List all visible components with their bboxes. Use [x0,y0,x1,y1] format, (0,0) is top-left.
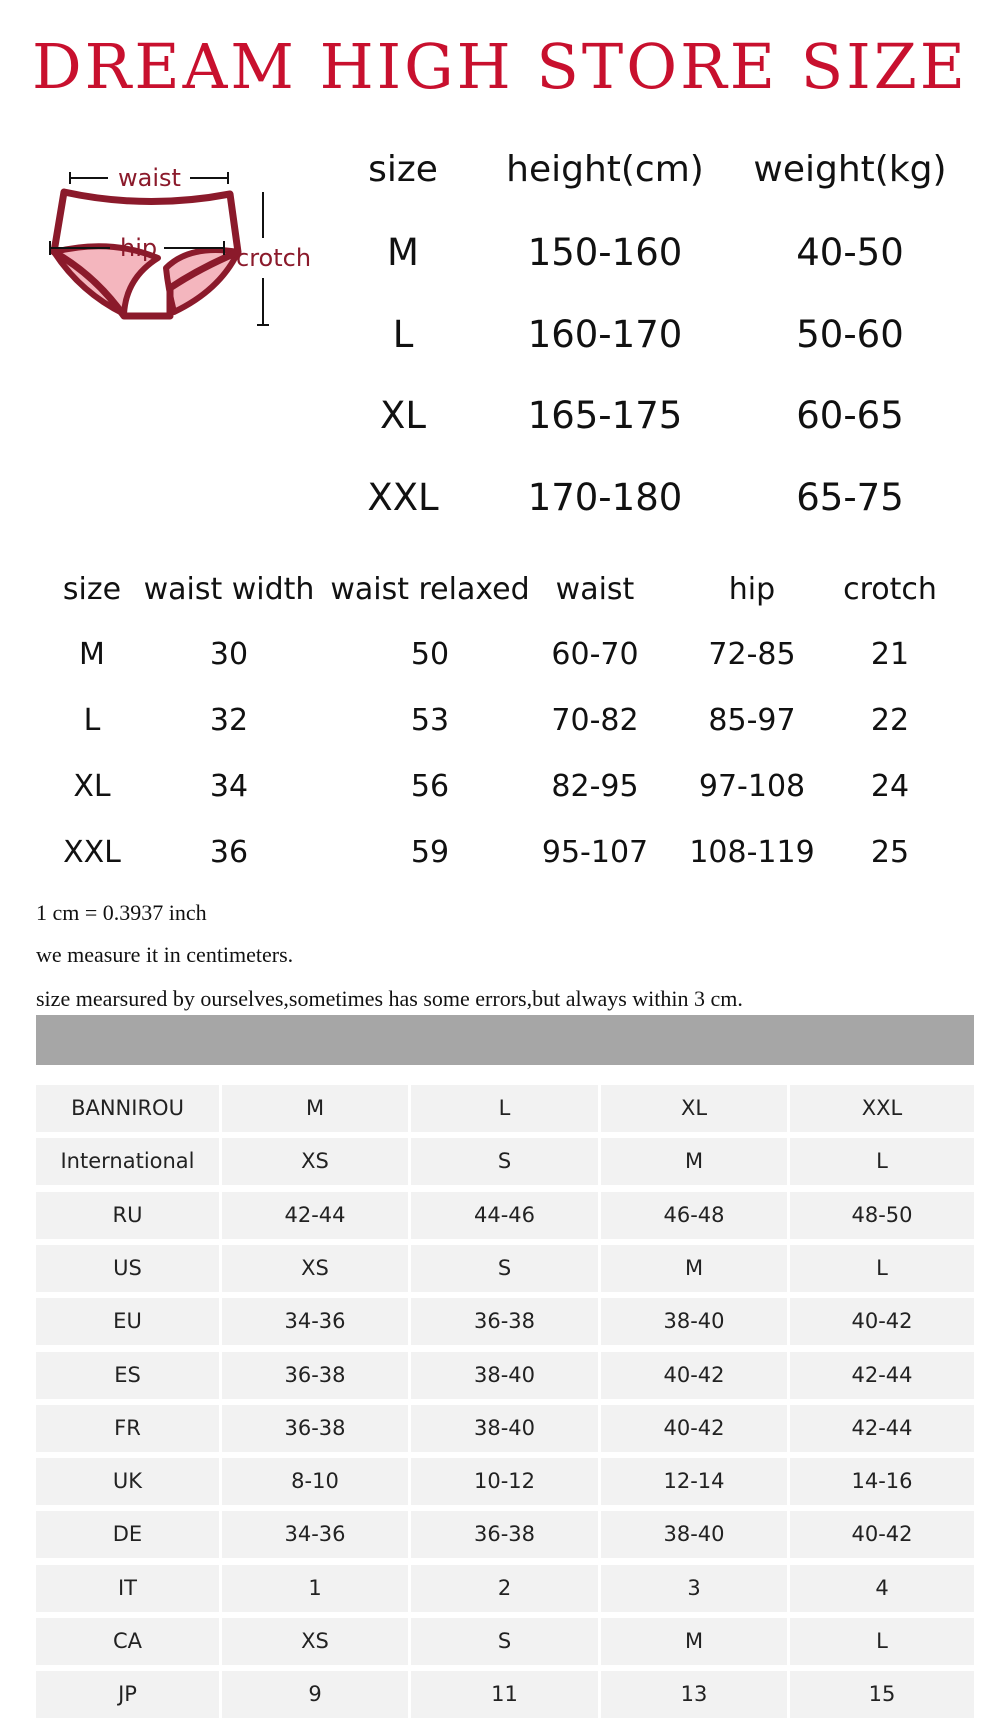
table-cell: 40-42 [790,1298,974,1345]
row-label: EU [36,1298,219,1345]
table-cell: L [790,1138,974,1185]
table-cell: 36-38 [411,1298,598,1345]
table1-cell-size: L [392,313,414,356]
table-row [36,1085,974,1132]
table2-cell-hip: 108-119 [689,835,815,870]
table2-cell-waist: 95-107 [541,835,649,870]
table-cell: M [601,1618,787,1665]
table-row [36,1138,974,1185]
note-line: size mearsured by ourselves,sometimes has some errors,but always within 3 cm. [36,986,743,1011]
table2-cell-size: L [83,703,101,738]
hip-label: hip [120,234,158,262]
table-row [36,1245,974,1292]
table-cell: 36-38 [222,1405,408,1452]
row-label: US [36,1245,219,1292]
table2-cell-size: M [79,637,105,672]
row-label: CA [36,1618,219,1665]
table2-cell-waist-width: 34 [209,769,249,804]
table2-cell-size: XL [73,769,111,804]
table2-cell-hip: 72-85 [708,637,796,672]
table-cell: 38-40 [411,1352,598,1399]
table-cell: 10-12 [411,1458,598,1505]
table2-cell-waist-relaxed: 59 [410,835,450,870]
table-cell: 34-36 [222,1511,408,1558]
table2-cell-waist-relaxed: 53 [410,703,450,738]
table1-header-height: height(cm) [506,149,704,190]
table2-header-waist-width: waist width [143,572,315,607]
table-cell: 11 [411,1671,598,1718]
table-cell: 40-42 [790,1511,974,1558]
row-label: DE [36,1511,219,1558]
table-row [36,1405,974,1452]
table-row [36,1298,974,1345]
row-label: ES [36,1352,219,1399]
table-cell: 38-40 [601,1298,787,1345]
table-row [36,1511,974,1558]
table-cell: 40-42 [601,1352,787,1399]
table1-cell-height: 150-160 [527,231,683,274]
table1-header-size: size [368,149,438,190]
table-cell: 4 [790,1565,974,1612]
conversion-header-bar [36,1015,974,1065]
table2-cell-crotch: 24 [870,769,910,804]
table-cell: L [790,1245,974,1292]
table-cell: 48-50 [790,1192,974,1239]
table-cell: 44-46 [411,1192,598,1239]
table-row [36,1671,974,1718]
table1-cell-weight: 40-50 [796,231,904,274]
row-label: International [36,1138,219,1185]
table-cell: 42-44 [790,1405,974,1452]
table2-cell-crotch: 22 [870,703,910,738]
table-cell: M [601,1245,787,1292]
table1-cell-size: XXL [367,476,439,519]
table2-cell-hip: 97-108 [698,769,806,804]
table-cell: XS [222,1138,408,1185]
table-cell: 12-14 [601,1458,787,1505]
table-cell: XS [222,1245,408,1292]
row-label: IT [36,1565,219,1612]
row-label: JP [36,1671,219,1718]
table2-header-waist: waist [555,572,635,607]
table-cell: 42-44 [222,1192,408,1239]
row-label: FR [36,1405,219,1452]
table2-cell-waist: 82-95 [551,769,639,804]
table2-header-crotch: crotch [843,572,937,607]
table1-cell-height: 170-180 [527,476,683,519]
crotch-label: crotch [236,244,312,272]
table2-cell-crotch: 21 [870,637,910,672]
table-cell: 15 [790,1671,974,1718]
table-cell: L [411,1085,598,1132]
table-cell: 9 [222,1671,408,1718]
table1-cell-size: XL [380,394,426,437]
table-row [36,1458,974,1505]
table-cell: XXL [790,1085,974,1132]
table2-cell-waist: 70-82 [551,703,639,738]
table-row [36,1565,974,1612]
table1-header-weight: weight(kg) [753,149,947,190]
table2-header-hip: hip [728,572,776,607]
table2-header-waist-relaxed: waist relaxed [330,572,530,607]
table1-cell-weight: 65-75 [796,476,904,519]
table2-cell-waist-relaxed: 56 [410,769,450,804]
row-label: UK [36,1458,219,1505]
waist-label: waist [118,164,181,192]
table2-cell-size: XXL [63,835,121,870]
table-cell: 36-38 [411,1511,598,1558]
table2-cell-waist-width: 32 [209,703,249,738]
table2-header-size: size [62,572,122,607]
page-title: DREAM HIGH STORE SIZE [31,30,969,103]
table-cell: 36-38 [222,1352,408,1399]
table-cell: 42-44 [790,1352,974,1399]
table1-cell-height: 165-175 [527,394,683,437]
table-cell: M [222,1085,408,1132]
table-cell: S [411,1618,598,1665]
table-row [36,1618,974,1665]
table-cell: 3 [601,1565,787,1612]
table1-cell-size: M [387,231,419,274]
table2-cell-hip: 85-97 [708,703,796,738]
note-line: we measure it in centimeters. [36,942,294,967]
note-line: 1 cm = 0.3937 inch [36,900,207,925]
table1-cell-weight: 60-65 [796,394,904,437]
table-cell: M [601,1138,787,1185]
table-cell: 38-40 [411,1405,598,1452]
table-cell: 46-48 [601,1192,787,1239]
table-cell: XL [601,1085,787,1132]
table1-cell-weight: 50-60 [796,313,904,356]
table2-cell-waist-relaxed: 50 [410,637,450,672]
table-cell: XS [222,1618,408,1665]
table-cell: 8-10 [222,1458,408,1505]
table-cell: L [790,1618,974,1665]
table-cell: 14-16 [790,1458,974,1505]
table-cell: 34-36 [222,1298,408,1345]
table-cell: S [411,1138,598,1185]
table2-cell-waist: 60-70 [551,637,639,672]
table2-cell-waist-width: 36 [209,835,249,870]
table-cell: 1 [222,1565,408,1612]
table-cell: S [411,1245,598,1292]
table-cell: 2 [411,1565,598,1612]
row-label: RU [36,1192,219,1239]
table-cell: 40-42 [601,1405,787,1452]
table-cell: 13 [601,1671,787,1718]
table2-cell-waist-width: 30 [209,637,249,672]
table-cell: 38-40 [601,1511,787,1558]
table1-cell-height: 160-170 [527,313,683,356]
table-row [36,1192,974,1239]
table2-cell-crotch: 25 [870,835,910,870]
table-row [36,1352,974,1399]
row-label: BANNIROU [36,1085,219,1132]
